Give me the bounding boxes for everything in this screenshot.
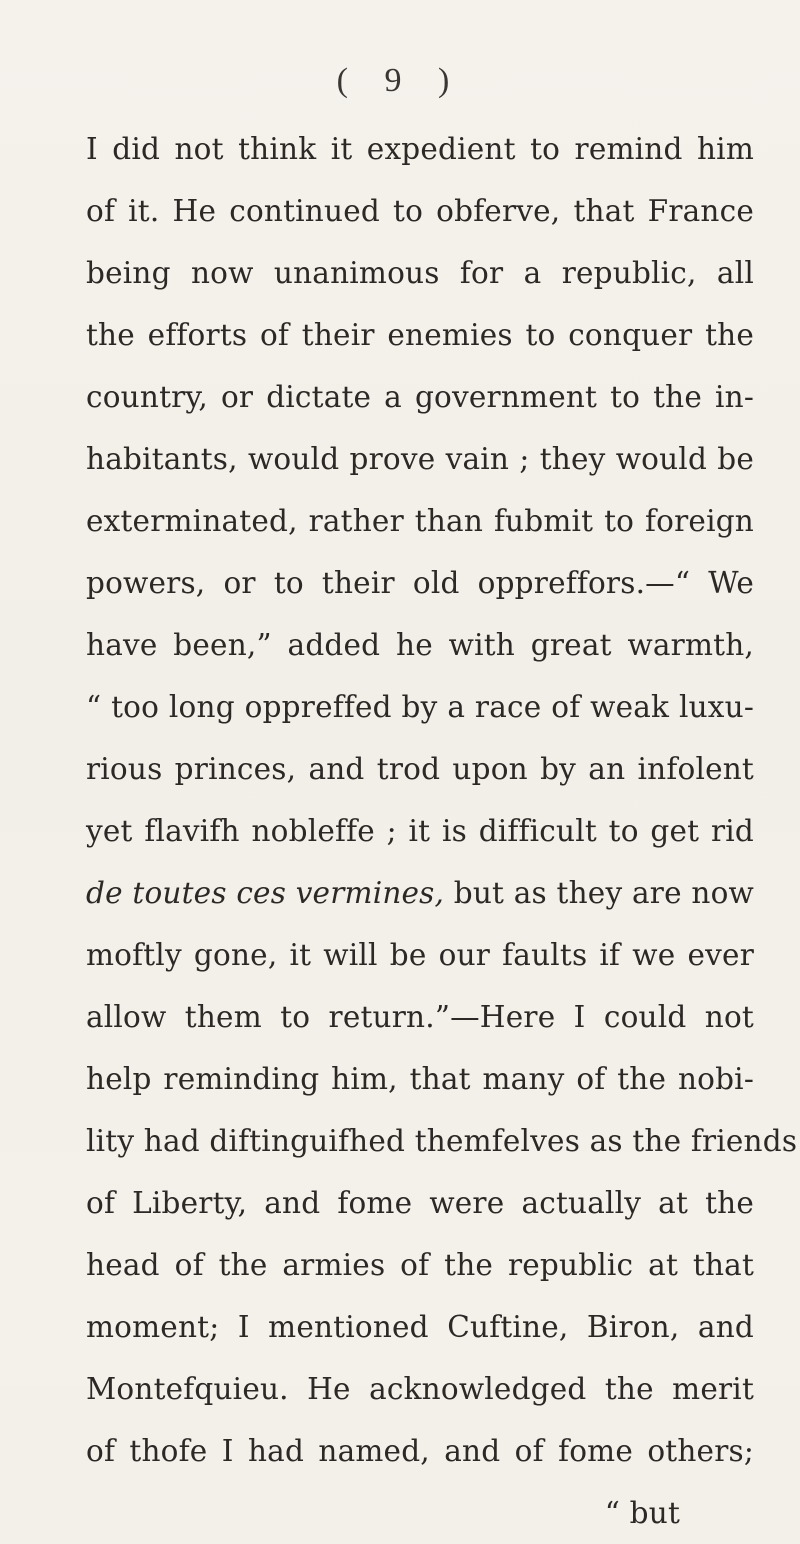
catchword: “ but <box>604 1496 680 1530</box>
text-line-14: moftly gone, it will be our faults if we ever <box>86 938 754 972</box>
text-line-9: have been,” added he with great warmth, <box>86 628 754 662</box>
text-line-13 <box>86 862 754 924</box>
text-line-13-rest: but as they are now <box>453 876 754 910</box>
text-line-6: habitants, would prove vain ; they would be <box>86 442 754 476</box>
body-text <box>86 118 798 1544</box>
text-line-22: of thofe I had named, and of fome others; <box>86 1434 754 1468</box>
text-line-7: exterminated, rather than fubmit to foreign <box>86 504 754 538</box>
text-line-16: help reminding him, that many of the nobi- <box>86 1062 754 1096</box>
text-line-12: yet flavifh nobleffe ; it is difficult to get rid <box>86 814 754 848</box>
text-line-17: lity had diftinguifhed themfelves as the friends <box>86 1124 798 1158</box>
text-line-4: the efforts of their enemies to conquer the <box>86 318 754 352</box>
text-line-3: being now unanimous for a republic, all <box>86 256 754 290</box>
text-line-5: country, or dictate a government to the in- <box>86 380 754 414</box>
page-number: ( 9 ) <box>336 62 464 99</box>
text-line-20: moment; I mentioned Cuftine, Biron, and <box>86 1310 754 1344</box>
text-line-11: rious princes, and trod upon by an infolent <box>86 752 754 786</box>
text-line-2: of it. He continued to obferve, that France <box>86 194 754 228</box>
text-line-18: of Liberty, and fome were actually at the <box>86 1186 754 1220</box>
text-line-19: head of the armies of the republic at that <box>86 1248 754 1282</box>
italic-phrase: de toutes ces vermines, <box>86 876 445 910</box>
text-line-21: Montefquieu. He acknowledged the merit <box>86 1372 754 1406</box>
text-line-10: “ too long oppreffed by a race of weak luxu- <box>86 690 754 724</box>
text-line-15: allow them to return.”—Here I could not <box>86 1000 754 1034</box>
text-line-8: powers, or to their old oppreffors.—“ We <box>86 566 754 600</box>
text-line-1: I did not think it expedient to remind him <box>86 132 754 166</box>
